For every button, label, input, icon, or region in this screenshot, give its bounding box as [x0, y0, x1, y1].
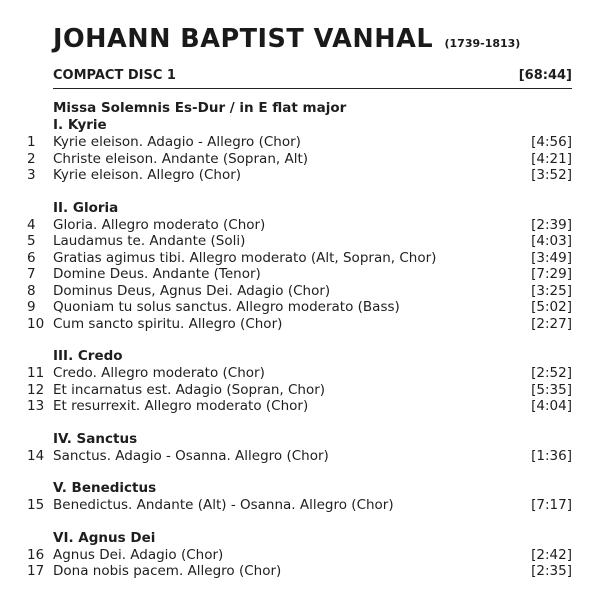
- track-duration: [2:35]: [531, 563, 572, 579]
- track-number: 6: [27, 249, 36, 266]
- track-duration: [3:25]: [531, 282, 572, 299]
- track-title: Quoniam tu solus sanctus. Allegro moderato (Bass): [53, 299, 400, 315]
- track-duration: [2:42]: [531, 546, 572, 563]
- track-row: [0, 167, 600, 184]
- track-row: [0, 217, 600, 234]
- track-title: Sanctus. Adagio - Osanna. Allegro (Chor): [53, 447, 329, 464]
- track-title: Et incarnatus est. Adagio (Sopran, Chor): [53, 381, 326, 398]
- track-number: 1: [27, 134, 36, 150]
- disc-title: COMPACT DISC 1: [53, 68, 176, 83]
- track-row: [0, 299, 600, 316]
- track-title: Credo. Allegro moderato (Chor): [53, 365, 265, 381]
- track-title: Agnus Dei. Adagio (Chor): [53, 546, 224, 563]
- track-row: [0, 233, 600, 250]
- track-title: Et resurrexit. Allegro moderato (Chor): [53, 398, 309, 414]
- track-number: 14: [27, 447, 45, 464]
- track-number: 12: [27, 381, 45, 398]
- track-duration: [3:49]: [531, 249, 572, 266]
- movement-title: V. Benedictus: [53, 480, 157, 496]
- movement-section: [0, 530, 600, 580]
- work-title: Missa Solemnis Es-Dur / in E flat major: [53, 100, 347, 116]
- track-duration: [4:21]: [531, 150, 572, 167]
- track-duration: [2:27]: [531, 315, 572, 332]
- track-row: [0, 266, 600, 283]
- track-title: Gloria. Allegro moderato (Chor): [53, 216, 266, 233]
- track-row: [0, 151, 600, 168]
- track-number: 8: [27, 282, 36, 299]
- track-duration: [7:29]: [531, 266, 572, 282]
- movement-title: IV. Sanctus: [53, 430, 138, 447]
- track-number: 13: [27, 398, 45, 414]
- track-title: Gratias agimus tibi. Allegro moderato (Alt, Sopran, Chor): [53, 249, 437, 266]
- track-title: Christe eleison. Andante (Sopran, Alt): [53, 150, 309, 167]
- track-number: 3: [27, 167, 36, 183]
- track-duration: [4:03]: [531, 233, 572, 249]
- track-row: [0, 563, 600, 580]
- track-number: 7: [27, 266, 36, 282]
- movement-title: VI. Agnus Dei: [53, 529, 156, 546]
- track-row: [0, 448, 600, 465]
- track-title: Kyrie eleison. Allegro (Chor): [53, 167, 242, 183]
- track-duration: [1:36]: [531, 447, 572, 464]
- track-title: Benedictus. Andante (Alt) - Osanna. Allegro (Chor): [53, 497, 394, 513]
- track-row: [0, 398, 600, 415]
- track-row: [0, 283, 600, 300]
- track-number: 11: [27, 365, 45, 381]
- track-row: [0, 382, 600, 399]
- composer-name: JOHANN BAPTIST VANHAL: [53, 24, 434, 54]
- movement-title: III. Credo: [53, 348, 123, 364]
- movement-title: II. Gloria: [53, 199, 119, 216]
- track-title: Dominus Deus, Agnus Dei. Adagio (Chor): [53, 282, 331, 299]
- track-number: 17: [27, 563, 45, 579]
- track-title: Cum sancto spiritu. Allegro (Chor): [53, 315, 283, 332]
- track-number: 2: [27, 150, 36, 167]
- track-row: [0, 316, 600, 333]
- composer-heading: [53, 24, 520, 54]
- movement-section: [0, 200, 600, 333]
- track-row: [0, 134, 600, 151]
- track-title: Domine Deus. Andante (Tenor): [53, 266, 261, 282]
- track-duration: [5:02]: [531, 299, 572, 315]
- movement-section: [0, 480, 600, 514]
- track-duration: [2:52]: [531, 365, 572, 381]
- composer-dates: (1739-1813): [444, 37, 521, 50]
- movement-section: [0, 117, 600, 184]
- movement-title: I. Kyrie: [53, 117, 107, 133]
- track-number: 9: [27, 299, 36, 315]
- track-row: [0, 250, 600, 267]
- track-duration: [2:39]: [531, 216, 572, 233]
- track-row: [0, 497, 600, 514]
- track-duration: [3:52]: [531, 167, 572, 183]
- track-number: 15: [27, 497, 45, 513]
- tracklist: [0, 100, 600, 596]
- disc-total-duration: [68:44]: [518, 68, 572, 83]
- track-duration: [7:17]: [531, 497, 572, 513]
- track-title: Kyrie eleison. Adagio - Allegro (Chor): [53, 134, 301, 150]
- track-number: 4: [27, 216, 36, 233]
- movement-section: [0, 348, 600, 415]
- track-row: [0, 365, 600, 382]
- track-row: [0, 547, 600, 564]
- track-number: 16: [27, 546, 45, 563]
- header-divider: [53, 88, 572, 89]
- track-duration: [4:04]: [531, 398, 572, 414]
- track-duration: [4:56]: [531, 134, 572, 150]
- movement-section: [0, 431, 600, 465]
- track-number: 10: [27, 315, 45, 332]
- track-number: 5: [27, 233, 36, 249]
- track-title: Laudamus te. Andante (Soli): [53, 233, 246, 249]
- track-title: Dona nobis pacem. Allegro (Chor): [53, 563, 282, 579]
- track-duration: [5:35]: [531, 381, 572, 398]
